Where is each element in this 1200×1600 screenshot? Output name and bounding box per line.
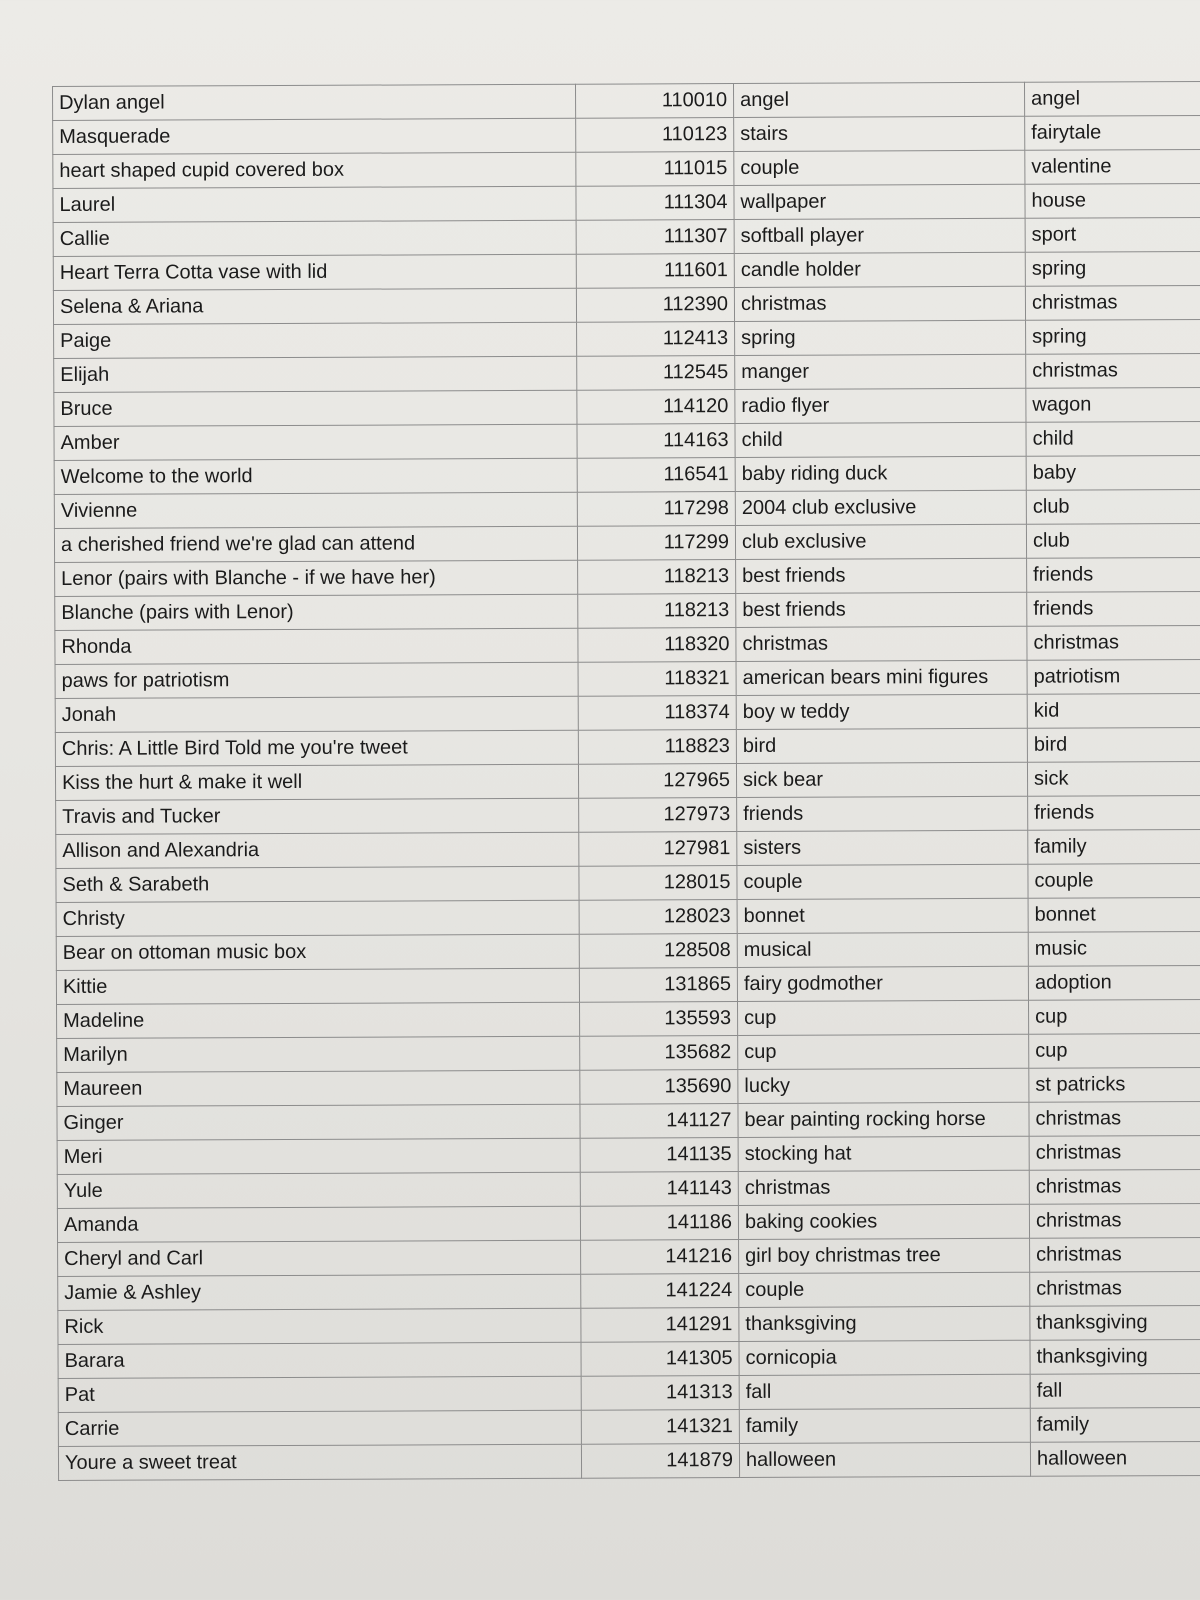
item-description-cell: 2004 club exclusive	[735, 490, 1026, 525]
table-row	[54, 523, 1200, 562]
inventory-table-body	[53, 81, 1200, 1480]
item-description-cell: spring	[735, 320, 1026, 355]
item-name-cell: Barara	[58, 1342, 581, 1378]
item-description-cell: sick bear	[736, 762, 1027, 797]
item-name-cell: Elijah	[54, 356, 577, 392]
item-number-cell: 116541	[577, 458, 735, 493]
item-category-cell: club	[1026, 489, 1200, 524]
item-description-cell: christmas	[734, 286, 1025, 321]
item-description-cell: lucky	[738, 1068, 1029, 1103]
table-row	[58, 1271, 1200, 1310]
item-description-cell: christmas	[738, 1170, 1029, 1205]
item-description-cell: wallpaper	[734, 184, 1025, 219]
item-description-cell: bear painting rocking horse	[738, 1102, 1029, 1137]
item-description-cell: manger	[735, 354, 1026, 389]
item-description-cell: club exclusive	[735, 524, 1026, 559]
item-description-cell: girl boy christmas tree	[739, 1238, 1030, 1273]
item-category-cell: adoption	[1028, 965, 1200, 1000]
item-category-cell: halloween	[1030, 1441, 1200, 1476]
item-number-cell: 118320	[578, 628, 736, 663]
item-name-cell: Travis and Tucker	[56, 798, 579, 834]
table-row	[55, 557, 1200, 596]
item-name-cell: Welcome to the world	[54, 458, 577, 494]
item-name-cell: Meri	[57, 1138, 580, 1174]
item-name-cell: Vivienne	[54, 492, 577, 528]
item-name-cell: heart shaped cupid covered box	[53, 152, 576, 188]
item-number-cell: 141186	[580, 1206, 738, 1241]
item-name-cell: Yule	[57, 1172, 580, 1208]
table-row	[57, 1033, 1200, 1072]
table-row	[58, 1305, 1200, 1344]
table-row	[54, 387, 1200, 426]
table-row	[56, 795, 1200, 834]
item-category-cell: cup	[1029, 1033, 1200, 1068]
item-number-cell: 127965	[578, 764, 736, 799]
table-row	[56, 965, 1200, 1004]
item-category-cell: kid	[1027, 693, 1200, 728]
item-number-cell: 127981	[579, 832, 737, 867]
item-number-cell: 112390	[576, 288, 734, 323]
item-number-cell: 114120	[577, 390, 735, 425]
table-row	[58, 1407, 1200, 1446]
item-category-cell: family	[1028, 829, 1200, 864]
item-number-cell: 110010	[575, 84, 733, 119]
item-description-cell: bird	[736, 728, 1027, 763]
item-name-cell: Lenor (pairs with Blanche - if we have her)	[55, 560, 578, 596]
item-category-cell: music	[1028, 931, 1200, 966]
item-number-cell: 118213	[578, 560, 736, 595]
item-number-cell: 118213	[578, 594, 736, 629]
item-number-cell: 111307	[576, 220, 734, 255]
table-row	[58, 1441, 1200, 1480]
item-description-cell: family	[739, 1408, 1030, 1443]
item-number-cell: 141305	[581, 1342, 739, 1377]
table-row	[53, 115, 1200, 154]
item-category-cell: fall	[1030, 1373, 1200, 1408]
item-category-cell: sport	[1025, 217, 1200, 252]
item-description-cell: friends	[737, 796, 1028, 831]
item-name-cell: Masquerade	[53, 118, 576, 154]
item-number-cell: 131865	[579, 968, 737, 1003]
item-category-cell: christmas	[1026, 353, 1200, 388]
item-name-cell: Rhonda	[55, 628, 578, 664]
table-row	[55, 693, 1200, 732]
item-name-cell: Ginger	[57, 1104, 580, 1140]
item-description-cell: best friends	[736, 592, 1027, 627]
table-row	[55, 591, 1200, 630]
item-number-cell: 117299	[577, 526, 735, 561]
item-name-cell: a cherished friend we're glad can attend	[54, 526, 577, 562]
item-category-cell: angel	[1024, 81, 1200, 116]
item-number-cell: 112545	[577, 356, 735, 391]
item-name-cell: Kiss the hurt & make it well	[55, 764, 578, 800]
item-category-cell: patriotism	[1027, 659, 1200, 694]
item-description-cell: cup	[738, 1000, 1029, 1035]
item-name-cell: Rick	[58, 1308, 581, 1344]
table-row	[58, 1373, 1200, 1412]
item-number-cell: 135690	[580, 1070, 738, 1105]
item-description-cell: couple	[739, 1272, 1030, 1307]
table-row	[56, 931, 1200, 970]
item-name-cell: Youre a sweet treat	[58, 1444, 581, 1480]
table-row	[53, 149, 1200, 188]
item-number-cell: 141224	[581, 1274, 739, 1309]
table-row	[53, 81, 1200, 120]
item-description-cell: fall	[739, 1374, 1030, 1409]
item-number-cell: 118321	[578, 662, 736, 697]
item-description-cell: stairs	[734, 116, 1025, 151]
item-name-cell: Paige	[54, 322, 577, 358]
item-category-cell: wagon	[1026, 387, 1200, 422]
table-row	[57, 1135, 1200, 1174]
item-description-cell: radio flyer	[735, 388, 1026, 423]
item-description-cell: cornicopia	[739, 1340, 1030, 1375]
item-name-cell: Chris: A Little Bird Told me you're tweet	[55, 730, 578, 766]
item-description-cell: candle holder	[734, 252, 1025, 287]
inventory-table	[52, 81, 1200, 1481]
item-description-cell: musical	[737, 932, 1028, 967]
item-name-cell: Amanda	[57, 1206, 580, 1242]
table-row	[57, 1203, 1200, 1242]
item-name-cell: Bruce	[54, 390, 577, 426]
table-row	[53, 251, 1200, 290]
item-number-cell: 135682	[580, 1036, 738, 1071]
item-name-cell: Callie	[53, 220, 576, 256]
item-description-cell: stocking hat	[738, 1136, 1029, 1171]
item-name-cell: Laurel	[53, 186, 576, 222]
item-number-cell: 118374	[578, 696, 736, 731]
item-name-cell: Blanche (pairs with Lenor)	[55, 594, 578, 630]
item-number-cell: 128023	[579, 900, 737, 935]
item-category-cell: spring	[1026, 319, 1200, 354]
item-category-cell: christmas	[1029, 1135, 1200, 1170]
item-description-cell: best friends	[736, 558, 1027, 593]
table-row	[55, 625, 1200, 664]
table-row	[54, 489, 1200, 528]
item-name-cell: Jamie & Ashley	[58, 1274, 581, 1310]
table-row	[55, 659, 1200, 698]
table-row	[56, 897, 1200, 936]
item-number-cell: 110123	[576, 118, 734, 153]
table-row	[54, 455, 1200, 494]
table-row	[55, 727, 1200, 766]
table-row	[54, 319, 1200, 358]
item-category-cell: christmas	[1030, 1237, 1200, 1272]
printed-sheet	[52, 81, 1200, 1481]
item-category-cell: thanksgiving	[1030, 1339, 1200, 1374]
item-description-cell: boy w teddy	[736, 694, 1027, 729]
item-description-cell: baking cookies	[738, 1204, 1029, 1239]
item-name-cell: paws for patriotism	[55, 662, 578, 698]
item-description-cell: sisters	[737, 830, 1028, 865]
item-number-cell: 114163	[577, 424, 735, 459]
item-description-cell: thanksgiving	[739, 1306, 1030, 1341]
item-category-cell: sick	[1027, 761, 1200, 796]
table-row	[57, 1067, 1200, 1106]
item-number-cell: 117298	[577, 492, 735, 527]
item-description-cell: halloween	[739, 1442, 1030, 1477]
item-name-cell: Pat	[58, 1376, 581, 1412]
item-number-cell: 111015	[576, 152, 734, 187]
table-row	[58, 1339, 1200, 1378]
item-number-cell: 135593	[580, 1002, 738, 1037]
item-description-cell: cup	[738, 1034, 1029, 1069]
item-number-cell: 141291	[581, 1308, 739, 1343]
item-name-cell: Kittie	[56, 968, 579, 1004]
item-number-cell: 141135	[580, 1138, 738, 1173]
table-row	[53, 183, 1200, 222]
item-category-cell: baby	[1026, 455, 1200, 490]
item-number-cell: 141143	[580, 1172, 738, 1207]
item-name-cell: Dylan angel	[53, 84, 576, 120]
table-row	[56, 863, 1200, 902]
item-category-cell: christmas	[1027, 625, 1200, 660]
item-name-cell: Heart Terra Cotta vase with lid	[53, 254, 576, 290]
item-category-cell: friends	[1027, 591, 1200, 626]
item-name-cell: Seth & Sarabeth	[56, 866, 579, 902]
item-category-cell: bonnet	[1028, 897, 1200, 932]
item-category-cell: family	[1030, 1407, 1200, 1442]
item-description-cell: baby riding duck	[735, 456, 1026, 491]
item-name-cell: Amber	[54, 424, 577, 460]
item-category-cell: christmas	[1029, 1101, 1200, 1136]
item-number-cell: 112413	[577, 322, 735, 357]
item-category-cell: christmas	[1025, 285, 1200, 320]
item-description-cell: fairy godmother	[737, 966, 1028, 1001]
item-number-cell: 141879	[581, 1444, 739, 1479]
table-row	[55, 761, 1200, 800]
item-description-cell: softball player	[734, 218, 1025, 253]
table-row	[53, 285, 1200, 324]
table-row	[56, 829, 1200, 868]
table-row	[54, 421, 1200, 460]
item-category-cell: st patricks	[1029, 1067, 1200, 1102]
item-description-cell: christmas	[736, 626, 1027, 661]
item-description-cell: child	[735, 422, 1026, 457]
item-name-cell: Allison and Alexandria	[56, 832, 579, 868]
item-description-cell: bonnet	[737, 898, 1028, 933]
item-number-cell: 127973	[579, 798, 737, 833]
item-name-cell: Carrie	[58, 1410, 581, 1446]
item-name-cell: Selena & Ariana	[53, 288, 576, 324]
item-name-cell: Bear on ottoman music box	[56, 934, 579, 970]
item-category-cell: cup	[1028, 999, 1200, 1034]
item-name-cell: Cheryl and Carl	[58, 1240, 581, 1276]
item-description-cell: angel	[733, 82, 1024, 117]
item-category-cell: friends	[1027, 557, 1200, 592]
item-category-cell: club	[1026, 523, 1200, 558]
item-category-cell: christmas	[1029, 1203, 1200, 1238]
item-category-cell: house	[1025, 183, 1200, 218]
table-row	[57, 1101, 1200, 1140]
item-description-cell: couple	[734, 150, 1025, 185]
item-number-cell: 111304	[576, 186, 734, 221]
item-name-cell: Jonah	[55, 696, 578, 732]
item-category-cell: bird	[1027, 727, 1200, 762]
item-description-cell: couple	[737, 864, 1028, 899]
table-row	[54, 353, 1200, 392]
item-name-cell: Marilyn	[57, 1036, 580, 1072]
item-number-cell: 128015	[579, 866, 737, 901]
item-name-cell: Maureen	[57, 1070, 580, 1106]
item-number-cell: 141313	[581, 1376, 739, 1411]
item-category-cell: christmas	[1030, 1271, 1200, 1306]
item-number-cell: 111601	[576, 254, 734, 289]
item-category-cell: thanksgiving	[1030, 1305, 1200, 1340]
item-category-cell: spring	[1025, 251, 1200, 286]
item-number-cell: 141321	[581, 1410, 739, 1445]
item-number-cell: 128508	[579, 934, 737, 969]
item-category-cell: friends	[1028, 795, 1200, 830]
table-row	[57, 1169, 1200, 1208]
item-number-cell: 141216	[581, 1240, 739, 1275]
item-category-cell: christmas	[1029, 1169, 1200, 1204]
item-category-cell: couple	[1028, 863, 1200, 898]
table-row	[53, 217, 1200, 256]
table-row	[58, 1237, 1200, 1276]
item-category-cell: fairytale	[1025, 115, 1200, 150]
item-name-cell: Madeline	[57, 1002, 580, 1038]
item-number-cell: 118823	[578, 730, 736, 765]
item-number-cell: 141127	[580, 1104, 738, 1139]
item-name-cell: Christy	[56, 900, 579, 936]
item-description-cell: american bears mini figures	[736, 660, 1027, 695]
table-row	[57, 999, 1200, 1038]
item-category-cell: child	[1026, 421, 1200, 456]
item-category-cell: valentine	[1025, 149, 1200, 184]
